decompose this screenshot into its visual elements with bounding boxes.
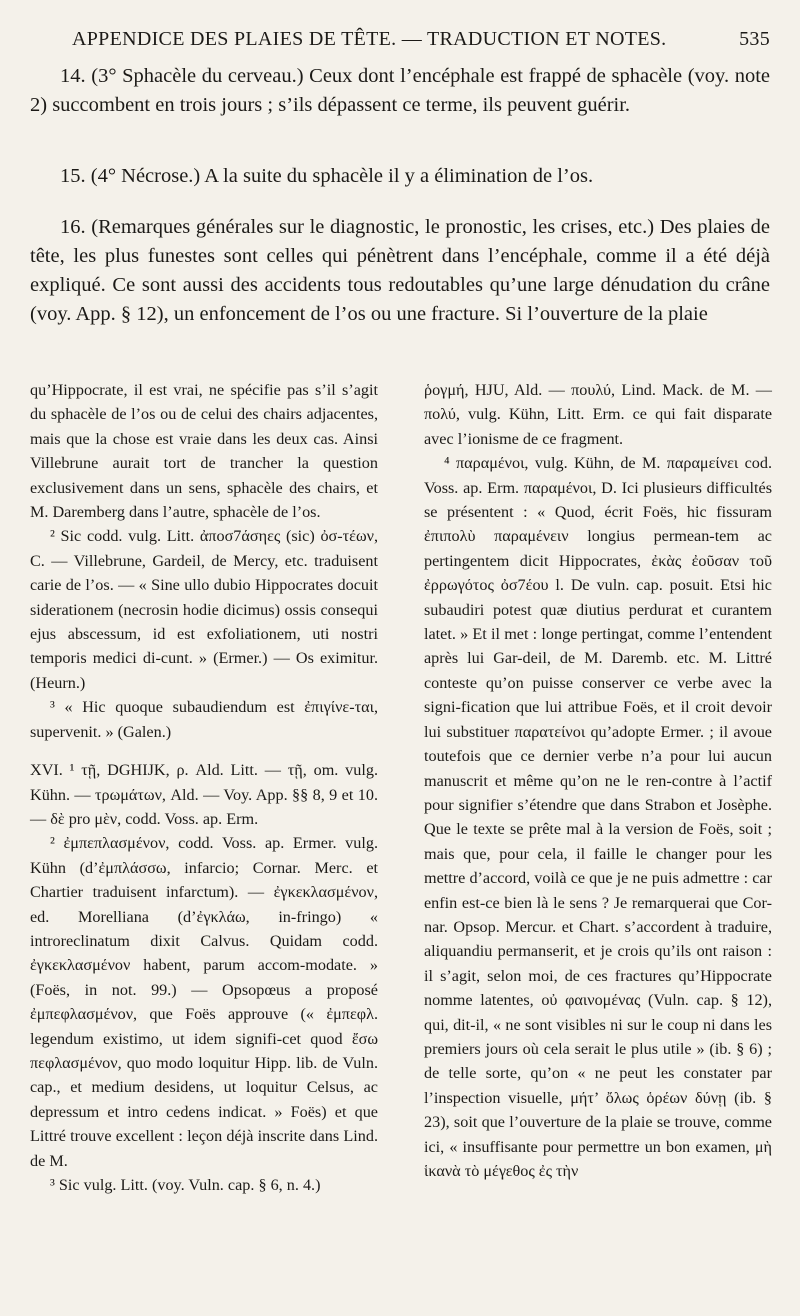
note-xvi-3: ³ Sic vulg. Litt. (voy. Vuln. cap. § 6, n. 4.) [50,1176,321,1194]
page-number: 535 [739,28,770,50]
note-xvi-3-continuation: ῥογμή, HJU, Ald. — πουλύ, Lind. Mack. de M. — πολύ, vulg. Kühn, Litt. Erm. ce qui fait disparate avec l’ionisme de ce fragment. [424,381,772,448]
footnotes [30,378,772,1197]
note-xvi-4: ⁴ παραμένοι, vulg. Kühn, de M. παραμείνει cod. Voss. ap. Erm. παραμένοι, D. Ici plusieurs difficultés se présentent : « Quod, écrit Foës, hic fissuram ἐπιπολὺ παραμένειν longius permean-tem ac pertingentem dicit Hippocrates, ἐκὰς ἐοῦσαν τοῦ ἐρρωγότος ὀσ7έου l. De vuln. cap. posuit. Etsi hic subaudiri potest quæ diutius perdurat et curantem latet. » Et il met : longe pertingat, comme l’entendent après lui Gar-deil, de M. Daremb. etc. M. Littré conteste qu’on puisse conserver ce verbe avec la signi-fication que lui attribue Foës, et il croit devoir lui substituer παρατείνοι qu’adopte Ermer. ; il avoue toutefois que ce dernier verbe n’a pour lui aucun manuscrit et même qu’on ne le ren-contre à l’actif pour signifier s’étendre que dans Strabon et Josèphe. Que le texte se prête mal à la version de Foës, soit ; mais que, pour cela, il faille le changer pour les mettre d’accord, voilà ce que je ne puis admettre : car enfin est-ce bien là le sens ? Je remarquerai que Cor-nar. Opsop. Mercur. et Chart. s’accordent à traduire, aliquandiu permanserit, et je crois qu’ils ont raison : il s’agit, selon moi, de ces fractures qu’Hippocrate nomme latentes, οὐ φαινομένας (Vuln. cap. § 12), qui, dit-il, « ne sont visibles ni sur le coup ni dans les premiers jours où cela serait le plus utile » (ib. § 6) ; de telle sorte, qu’on « ne peut les constater par l’inspection visuelle, μήτ’ ὄλως ὁρέων δύνῃ (ib. § 23), soit que l’ouverture de la plaie se trouve, comme ici, « insuffisante pour permettre un bon examen, μὴ ἱκανὰ τὸ μέγεθος ἐς τὴν [424,454,772,1180]
header-title: APPENDICE DES PLAIES DE TÊTE. — TRADUCTION ET NOTES. [72,28,667,50]
paragraph-15: 15. (4° Nécrose.) A la suite du sphacèle il y a élimination de l’os. [60,165,594,187]
footnotes-left-column [30,378,378,1197]
running-header [72,28,770,58]
main-text [30,62,770,329]
note-3: ³ « Hic quoque subaudiendum est ἐπιγίνε-ται, supervenit. » (Galen.) [30,698,378,741]
paragraph-14: 14. (3° Sphacèle du cerveau.) Ceux dont l’encéphale est frappé de sphacèle (voy. note 2) succombent en trois jours ; s’ils dépassent ce terme, ils peuvent guérir. [30,65,770,116]
note-continuation: qu’Hippocrate, il est vrai, ne spécifie pas s’il s’agit du sphacèle de l’os ou de celui des chairs adjacentes, mais que la chose est vraie dans les deux cas. Ainsi Villebrune aurait tort de trancher la question exclusivement dans un sens, sphacèle des chairs, et M. Daremberg dans l’autre, sphacèle de l’os. [30,381,378,522]
paragraph-16: 16. (Remarques générales sur le diagnostic, le pronostic, les crises, etc.) Des plaies de tête, les plus funestes sont celles qui pénètrent dans l’encéphale, comme il a été déjà expliqué. Ce sont aussi des accidents tous redoutables qu’une large dénudation du crâne (voy. App. § 12), un enfoncement de l’os ou une fracture. Si l’ouverture de la plaie [30,216,770,325]
note-xvi-1: XVI. ¹ τῇ, DGHIJK, ρ. Ald. Litt. — τῇ, om. vulg. Kühn. — τρωμάτων, Ald. — Voy. App. §§ 8, 9 et 10. — δὲ pro μὲν, codd. Voss. ap. Erm. [30,761,378,828]
note-2: ² Sic codd. vulg. Litt. ἀποσ7άσηες (sic) ὀσ-τέων, C. — Villebrune, Gardeil, de Mercy, etc. traduisent carie de l’os. — « Sine ullo dubio Hippocrates docuit siderationem (necrosin hodie dicimus) ossis consequi ejus abscessum, id est exfoliationem, uti nostri temporis medici di-cunt. » (Ermer.) — Os eximitur. (Heurn.) [30,527,378,692]
footnotes-right-column [424,378,772,1197]
note-xvi-2: ² ἐμπεπλασμένον, codd. Voss. ap. Ermer. vulg. Kühn (d’ἐμπλάσσω, infarcio; Cornar. Merc. et Chartier traduisent infarctum). — ἐγκεκλασμένον, ed. Morelliana (d’ἐγκλάω, in-fringo) « introreclinatum dixit Calvus. Quidam codd. ἐγκεκλασμένον habent, parum accom-modate. » (Foës, in not. 99.) — Opsopœus a proposé ἐμπεφλασμένον, que Foës approuve (« ἐμπεφλ. legendum existimo, ut idem signifi-cet quod ἔσω πεφλασμένον, quo modo loquitur Hipp. lib. de Vuln. cap., et medium desidens, ut loquitur Celsus, ac depressum et intro cedens indicat. » Foës) et que Littré trouve excellent : leçon déjà inscrite dans Lind. de M. [30,834,378,1170]
